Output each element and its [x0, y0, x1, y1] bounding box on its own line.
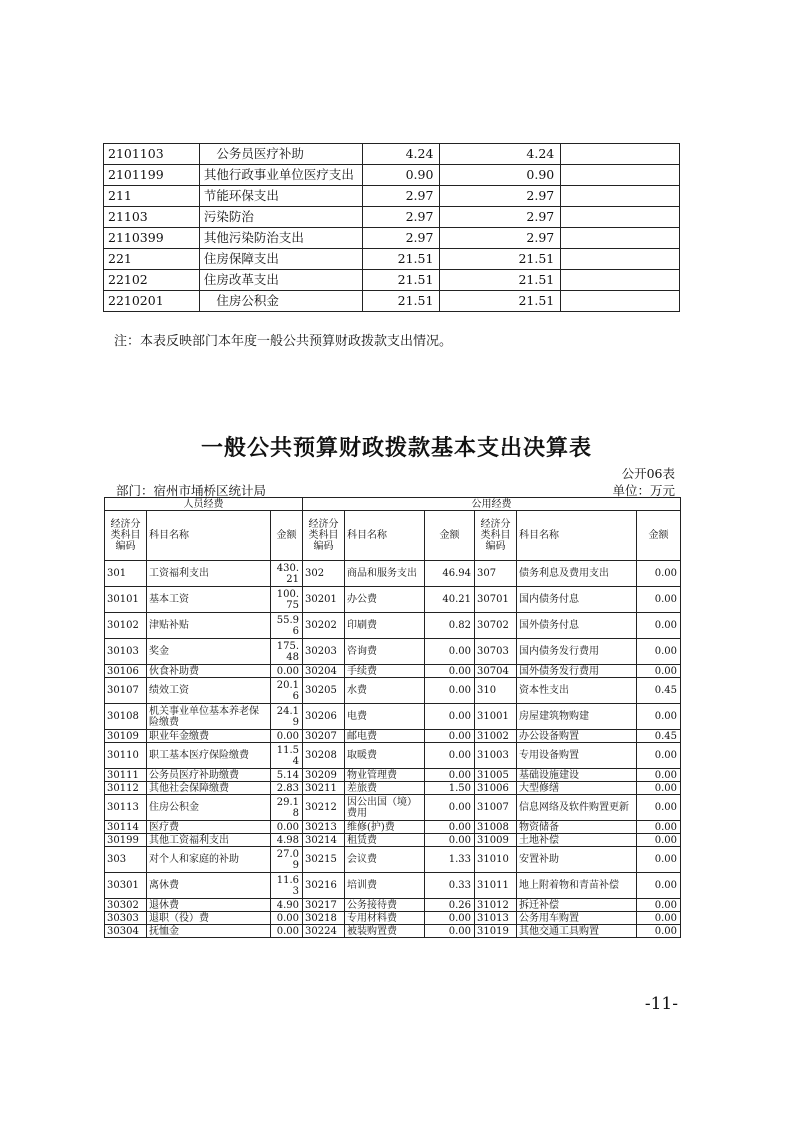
- row-empty: [561, 207, 680, 228]
- table-row: [105, 925, 681, 938]
- group-header-personnel: 人员经费: [105, 498, 303, 511]
- row-amount: 21.51: [440, 249, 561, 270]
- table-row: [104, 186, 680, 207]
- cell-name: 办公设备购置: [517, 730, 637, 743]
- cell-code: 30301: [105, 873, 147, 899]
- cell-code: 30103: [105, 639, 147, 665]
- cell-amount: 40.21: [425, 587, 475, 613]
- cell-code: 31007: [475, 795, 517, 821]
- col-header-amount: 金额: [271, 511, 303, 561]
- cell-code: 30202: [303, 613, 345, 639]
- cell-name: 地上附着物和青苗补偿: [517, 873, 637, 899]
- cell-amount: 0.00: [637, 834, 681, 847]
- cell-amount: 0.00: [637, 873, 681, 899]
- cell-amount: 0.33: [425, 873, 475, 899]
- row-amount: 0.90: [362, 165, 440, 186]
- cell-name: 债务利息及费用支出: [517, 561, 637, 587]
- cell-amount: 0.00: [637, 704, 681, 730]
- cell-name: 国内债务付息: [517, 587, 637, 613]
- cell-name: 因公出国（境）费用: [345, 795, 425, 821]
- basic-expenditure-table: [104, 497, 681, 938]
- cell-code: 31011: [475, 873, 517, 899]
- row-empty: [561, 165, 680, 186]
- cell-code: 30207: [303, 730, 345, 743]
- table-row: [104, 270, 680, 291]
- cell-code: 30113: [105, 795, 147, 821]
- cell-name: 专用设备购置: [517, 743, 637, 769]
- group-header-public: 公用经费: [303, 498, 681, 511]
- cell-amount: 0.00: [637, 795, 681, 821]
- cell-code: 30704: [475, 665, 517, 678]
- row-name: 节能环保支出: [199, 186, 362, 207]
- row-amount: 21.51: [362, 291, 440, 312]
- table-row: [105, 873, 681, 899]
- cell-name: 差旅费: [345, 782, 425, 795]
- row-amount: 2.97: [440, 186, 561, 207]
- cell-name: 伙食补助费: [147, 665, 271, 678]
- cell-amount: 0.00: [425, 912, 475, 925]
- cell-amount: 0.00: [271, 912, 303, 925]
- cell-name: 国内债务发行费用: [517, 639, 637, 665]
- cell-amount: 0.45: [637, 678, 681, 704]
- cell-code: 30206: [303, 704, 345, 730]
- cell-name: 印刷费: [345, 613, 425, 639]
- cell-name: 专用材料费: [345, 912, 425, 925]
- cell-name: 退职（役）费: [147, 912, 271, 925]
- cell-code: 31005: [475, 769, 517, 782]
- table-row: [105, 782, 681, 795]
- cell-code: 31006: [475, 782, 517, 795]
- cell-code: 30201: [303, 587, 345, 613]
- cell-name: 取暖费: [345, 743, 425, 769]
- row-amount: 21.51: [440, 291, 561, 312]
- cell-code: 30217: [303, 899, 345, 912]
- row-name: 污染防治: [199, 207, 362, 228]
- cell-code: 301: [105, 561, 147, 587]
- cell-name: 租赁费: [345, 834, 425, 847]
- cell-code: 30106: [105, 665, 147, 678]
- cell-name: 会议费: [345, 847, 425, 873]
- cell-name: 住房公积金: [147, 795, 271, 821]
- cell-code: 31009: [475, 834, 517, 847]
- row-code: 2101103: [104, 144, 200, 165]
- row-amount: 2.97: [362, 228, 440, 249]
- cell-code: 302: [303, 561, 345, 587]
- table-row: [104, 291, 680, 312]
- cell-code: 30215: [303, 847, 345, 873]
- cell-code: 31002: [475, 730, 517, 743]
- row-amount: 2.97: [362, 207, 440, 228]
- cell-code: 30218: [303, 912, 345, 925]
- cell-name: 电费: [345, 704, 425, 730]
- cell-amount: 175.48: [271, 639, 303, 665]
- cell-amount: 0.00: [637, 743, 681, 769]
- cell-amount: 430.21: [271, 561, 303, 587]
- table-row: [105, 743, 681, 769]
- table-row: [105, 678, 681, 704]
- col-header-code: 经济分类科目编码: [105, 511, 147, 561]
- cell-amount: 0.00: [271, 665, 303, 678]
- cell-code: 31001: [475, 704, 517, 730]
- cell-code: 31013: [475, 912, 517, 925]
- cell-amount: 11.54: [271, 743, 303, 769]
- cell-name: 培训费: [345, 873, 425, 899]
- row-amount: 21.51: [362, 270, 440, 291]
- cell-code: 30102: [105, 613, 147, 639]
- cell-name: 土地补偿: [517, 834, 637, 847]
- row-amount: 4.24: [362, 144, 440, 165]
- cell-name: 安置补助: [517, 847, 637, 873]
- cell-amount: 29.18: [271, 795, 303, 821]
- cell-name: 医疗费: [147, 821, 271, 834]
- cell-name: 维修(护)费: [345, 821, 425, 834]
- cell-code: 30703: [475, 639, 517, 665]
- cell-amount: 27.09: [271, 847, 303, 873]
- cell-code: 30107: [105, 678, 147, 704]
- cell-code: 30209: [303, 769, 345, 782]
- cell-amount: 0.00: [637, 847, 681, 873]
- table-note: 注：本表反映部门本年度一般公共预算财政拨款支出情况。: [114, 334, 453, 349]
- row-amount: 2.97: [440, 228, 561, 249]
- cell-code: 30204: [303, 665, 345, 678]
- row-name: 公务员医疗补助: [199, 144, 362, 165]
- cell-name: 工资福利支出: [147, 561, 271, 587]
- row-empty: [561, 186, 680, 207]
- cell-name: 基本工资: [147, 587, 271, 613]
- row-name: 其他污染防治支出: [199, 228, 362, 249]
- cell-code: 307: [475, 561, 517, 587]
- cell-amount: 0.00: [637, 899, 681, 912]
- cell-code: 30203: [303, 639, 345, 665]
- table-row: [105, 912, 681, 925]
- cell-code: 30108: [105, 704, 147, 730]
- cell-amount: 0.00: [271, 821, 303, 834]
- table-row: [105, 847, 681, 873]
- cell-amount: 0.82: [425, 613, 475, 639]
- cell-name: 大型修缮: [517, 782, 637, 795]
- cell-name: 机关事业单位基本养老保险缴费: [147, 704, 271, 730]
- row-name: 其他行政事业单位医疗支出: [199, 165, 362, 186]
- cell-name: 被装购置费: [345, 925, 425, 938]
- cell-amount: 1.50: [425, 782, 475, 795]
- department-label: 部门：宿州市埇桥区统计局: [116, 483, 267, 498]
- cell-code: 30214: [303, 834, 345, 847]
- cell-name: 咨询费: [345, 639, 425, 665]
- cell-code: 30199: [105, 834, 147, 847]
- table-row: [105, 899, 681, 912]
- cell-amount: 0.00: [425, 925, 475, 938]
- cell-code: 30302: [105, 899, 147, 912]
- cell-amount: 0.00: [637, 613, 681, 639]
- table-row: [104, 228, 680, 249]
- cell-code: 31008: [475, 821, 517, 834]
- table-row: [105, 769, 681, 782]
- cell-code: 30702: [475, 613, 517, 639]
- table-row: [104, 249, 680, 270]
- row-name: 住房改革支出: [199, 270, 362, 291]
- cell-amount: 4.90: [271, 899, 303, 912]
- cell-amount: 24.19: [271, 704, 303, 730]
- cell-code: 30224: [303, 925, 345, 938]
- cell-name: 办公费: [345, 587, 425, 613]
- cell-code: 31012: [475, 899, 517, 912]
- cell-code: 30205: [303, 678, 345, 704]
- cell-name: 奖金: [147, 639, 271, 665]
- cell-code: 31019: [475, 925, 517, 938]
- table-row: [104, 144, 680, 165]
- row-amount: 2.97: [362, 186, 440, 207]
- col-header-amount: 金额: [425, 511, 475, 561]
- cell-amount: 0.00: [637, 769, 681, 782]
- row-empty: [561, 270, 680, 291]
- cell-code: 30216: [303, 873, 345, 899]
- cell-amount: 55.96: [271, 613, 303, 639]
- cell-code: 30213: [303, 821, 345, 834]
- cell-name: 物业管理费: [345, 769, 425, 782]
- cell-code: 30110: [105, 743, 147, 769]
- cell-amount: 0.00: [637, 821, 681, 834]
- row-code: 21103: [104, 207, 200, 228]
- cell-name: 职业年金缴费: [147, 730, 271, 743]
- cell-code: 30101: [105, 587, 147, 613]
- row-name: 住房公积金: [199, 291, 362, 312]
- cell-name: 资本性支出: [517, 678, 637, 704]
- cell-amount: 46.94: [425, 561, 475, 587]
- cell-amount: 0.00: [425, 821, 475, 834]
- table-row: [104, 165, 680, 186]
- cell-name: 水费: [345, 678, 425, 704]
- cell-name: 绩效工资: [147, 678, 271, 704]
- cell-name: 公务员医疗补助缴费: [147, 769, 271, 782]
- cell-code: 310: [475, 678, 517, 704]
- table-row: [105, 730, 681, 743]
- cell-code: 30112: [105, 782, 147, 795]
- cell-name: 邮电费: [345, 730, 425, 743]
- cell-name: 基础设施建设: [517, 769, 637, 782]
- cell-amount: 11.63: [271, 873, 303, 899]
- cell-code: 30109: [105, 730, 147, 743]
- row-empty: [561, 228, 680, 249]
- table-row: [105, 834, 681, 847]
- col-header-code: 经济分类科目编码: [303, 511, 345, 561]
- cell-code: 31003: [475, 743, 517, 769]
- table-row: [105, 639, 681, 665]
- cell-amount: 0.00: [425, 795, 475, 821]
- cell-amount: 0.00: [425, 834, 475, 847]
- row-amount: 21.51: [440, 270, 561, 291]
- cell-name: 国外债务发行费用: [517, 665, 637, 678]
- cell-code: 30304: [105, 925, 147, 938]
- cell-amount: 0.00: [637, 587, 681, 613]
- cell-name: 离休费: [147, 873, 271, 899]
- table-row: [105, 704, 681, 730]
- cell-name: 对个人和家庭的补助: [147, 847, 271, 873]
- cell-code: 303: [105, 847, 147, 873]
- cell-code: 30111: [105, 769, 147, 782]
- col-header-name: 科目名称: [147, 511, 271, 561]
- cell-code: 31010: [475, 847, 517, 873]
- cell-name: 信息网络及软件购置更新: [517, 795, 637, 821]
- row-code: 221: [104, 249, 200, 270]
- col-header-code: 经济分类科目编码: [475, 511, 517, 561]
- cell-amount: 0.00: [637, 639, 681, 665]
- cell-name: 其他交通工具购置: [517, 925, 637, 938]
- page-number: -11-: [644, 994, 678, 1014]
- cell-code: 30303: [105, 912, 147, 925]
- cell-amount: 100.75: [271, 587, 303, 613]
- cell-amount: 1.33: [425, 847, 475, 873]
- cell-code: 30211: [303, 782, 345, 795]
- cell-name: 其他工资福利支出: [147, 834, 271, 847]
- cell-name: 抚恤金: [147, 925, 271, 938]
- cell-amount: 0.00: [271, 730, 303, 743]
- cell-amount: 0.00: [637, 912, 681, 925]
- cell-amount: 0.00: [425, 639, 475, 665]
- cell-amount: 4.98: [271, 834, 303, 847]
- cell-amount: 0.00: [425, 678, 475, 704]
- table-row: [105, 795, 681, 821]
- row-amount: 21.51: [362, 249, 440, 270]
- cell-code: 30114: [105, 821, 147, 834]
- cell-amount: 0.00: [271, 925, 303, 938]
- col-header-amount: 金额: [637, 511, 681, 561]
- cell-name: 物资储备: [517, 821, 637, 834]
- cell-amount: 0.26: [425, 899, 475, 912]
- cell-amount: 5.14: [271, 769, 303, 782]
- cell-name: 退休费: [147, 899, 271, 912]
- row-code: 2110399: [104, 228, 200, 249]
- row-code: 2101199: [104, 165, 200, 186]
- cell-amount: 0.00: [637, 561, 681, 587]
- cell-name: 公务接待费: [345, 899, 425, 912]
- row-code: 211: [104, 186, 200, 207]
- cell-name: 国外债务付息: [517, 613, 637, 639]
- row-empty: [561, 144, 680, 165]
- cell-amount: 0.00: [425, 704, 475, 730]
- table-row: [105, 613, 681, 639]
- form-number: 公开06表: [621, 466, 675, 481]
- cell-name: 商品和服务支出: [345, 561, 425, 587]
- cell-amount: 0.00: [425, 769, 475, 782]
- row-name: 住房保障支出: [199, 249, 362, 270]
- cell-code: 30701: [475, 587, 517, 613]
- cell-code: 30208: [303, 743, 345, 769]
- cell-name: 拆迁补偿: [517, 899, 637, 912]
- col-header-name: 科目名称: [517, 511, 637, 561]
- cell-amount: 2.83: [271, 782, 303, 795]
- cell-amount: 0.00: [425, 730, 475, 743]
- row-empty: [561, 249, 680, 270]
- table-row: [105, 665, 681, 678]
- cell-amount: 0.00: [637, 665, 681, 678]
- cell-amount: 20.16: [271, 678, 303, 704]
- row-code: 2210201: [104, 291, 200, 312]
- row-amount: 2.97: [440, 207, 561, 228]
- col-header-name: 科目名称: [345, 511, 425, 561]
- row-amount: 4.24: [440, 144, 561, 165]
- cell-name: 公务用车购置: [517, 912, 637, 925]
- table-row: [105, 561, 681, 587]
- top-expenditure-table: [103, 143, 680, 312]
- table-row: [105, 821, 681, 834]
- cell-name: 其他社会保障缴费: [147, 782, 271, 795]
- row-amount: 0.90: [440, 165, 561, 186]
- table-row: [105, 587, 681, 613]
- cell-amount: 0.45: [637, 730, 681, 743]
- row-empty: [561, 291, 680, 312]
- cell-amount: 0.00: [425, 665, 475, 678]
- cell-name: 房屋建筑物购建: [517, 704, 637, 730]
- cell-name: 职工基本医疗保险缴费: [147, 743, 271, 769]
- cell-code: 30212: [303, 795, 345, 821]
- cell-amount: 0.00: [637, 782, 681, 795]
- table-row: [104, 207, 680, 228]
- unit-label: 单位：万元: [612, 483, 675, 498]
- cell-name: 津贴补贴: [147, 613, 271, 639]
- cell-amount: 0.00: [425, 743, 475, 769]
- cell-amount: 0.00: [637, 925, 681, 938]
- page-title: 一般公共预算财政拨款基本支出决算表: [200, 435, 592, 461]
- cell-name: 手续费: [345, 665, 425, 678]
- row-code: 22102: [104, 270, 200, 291]
